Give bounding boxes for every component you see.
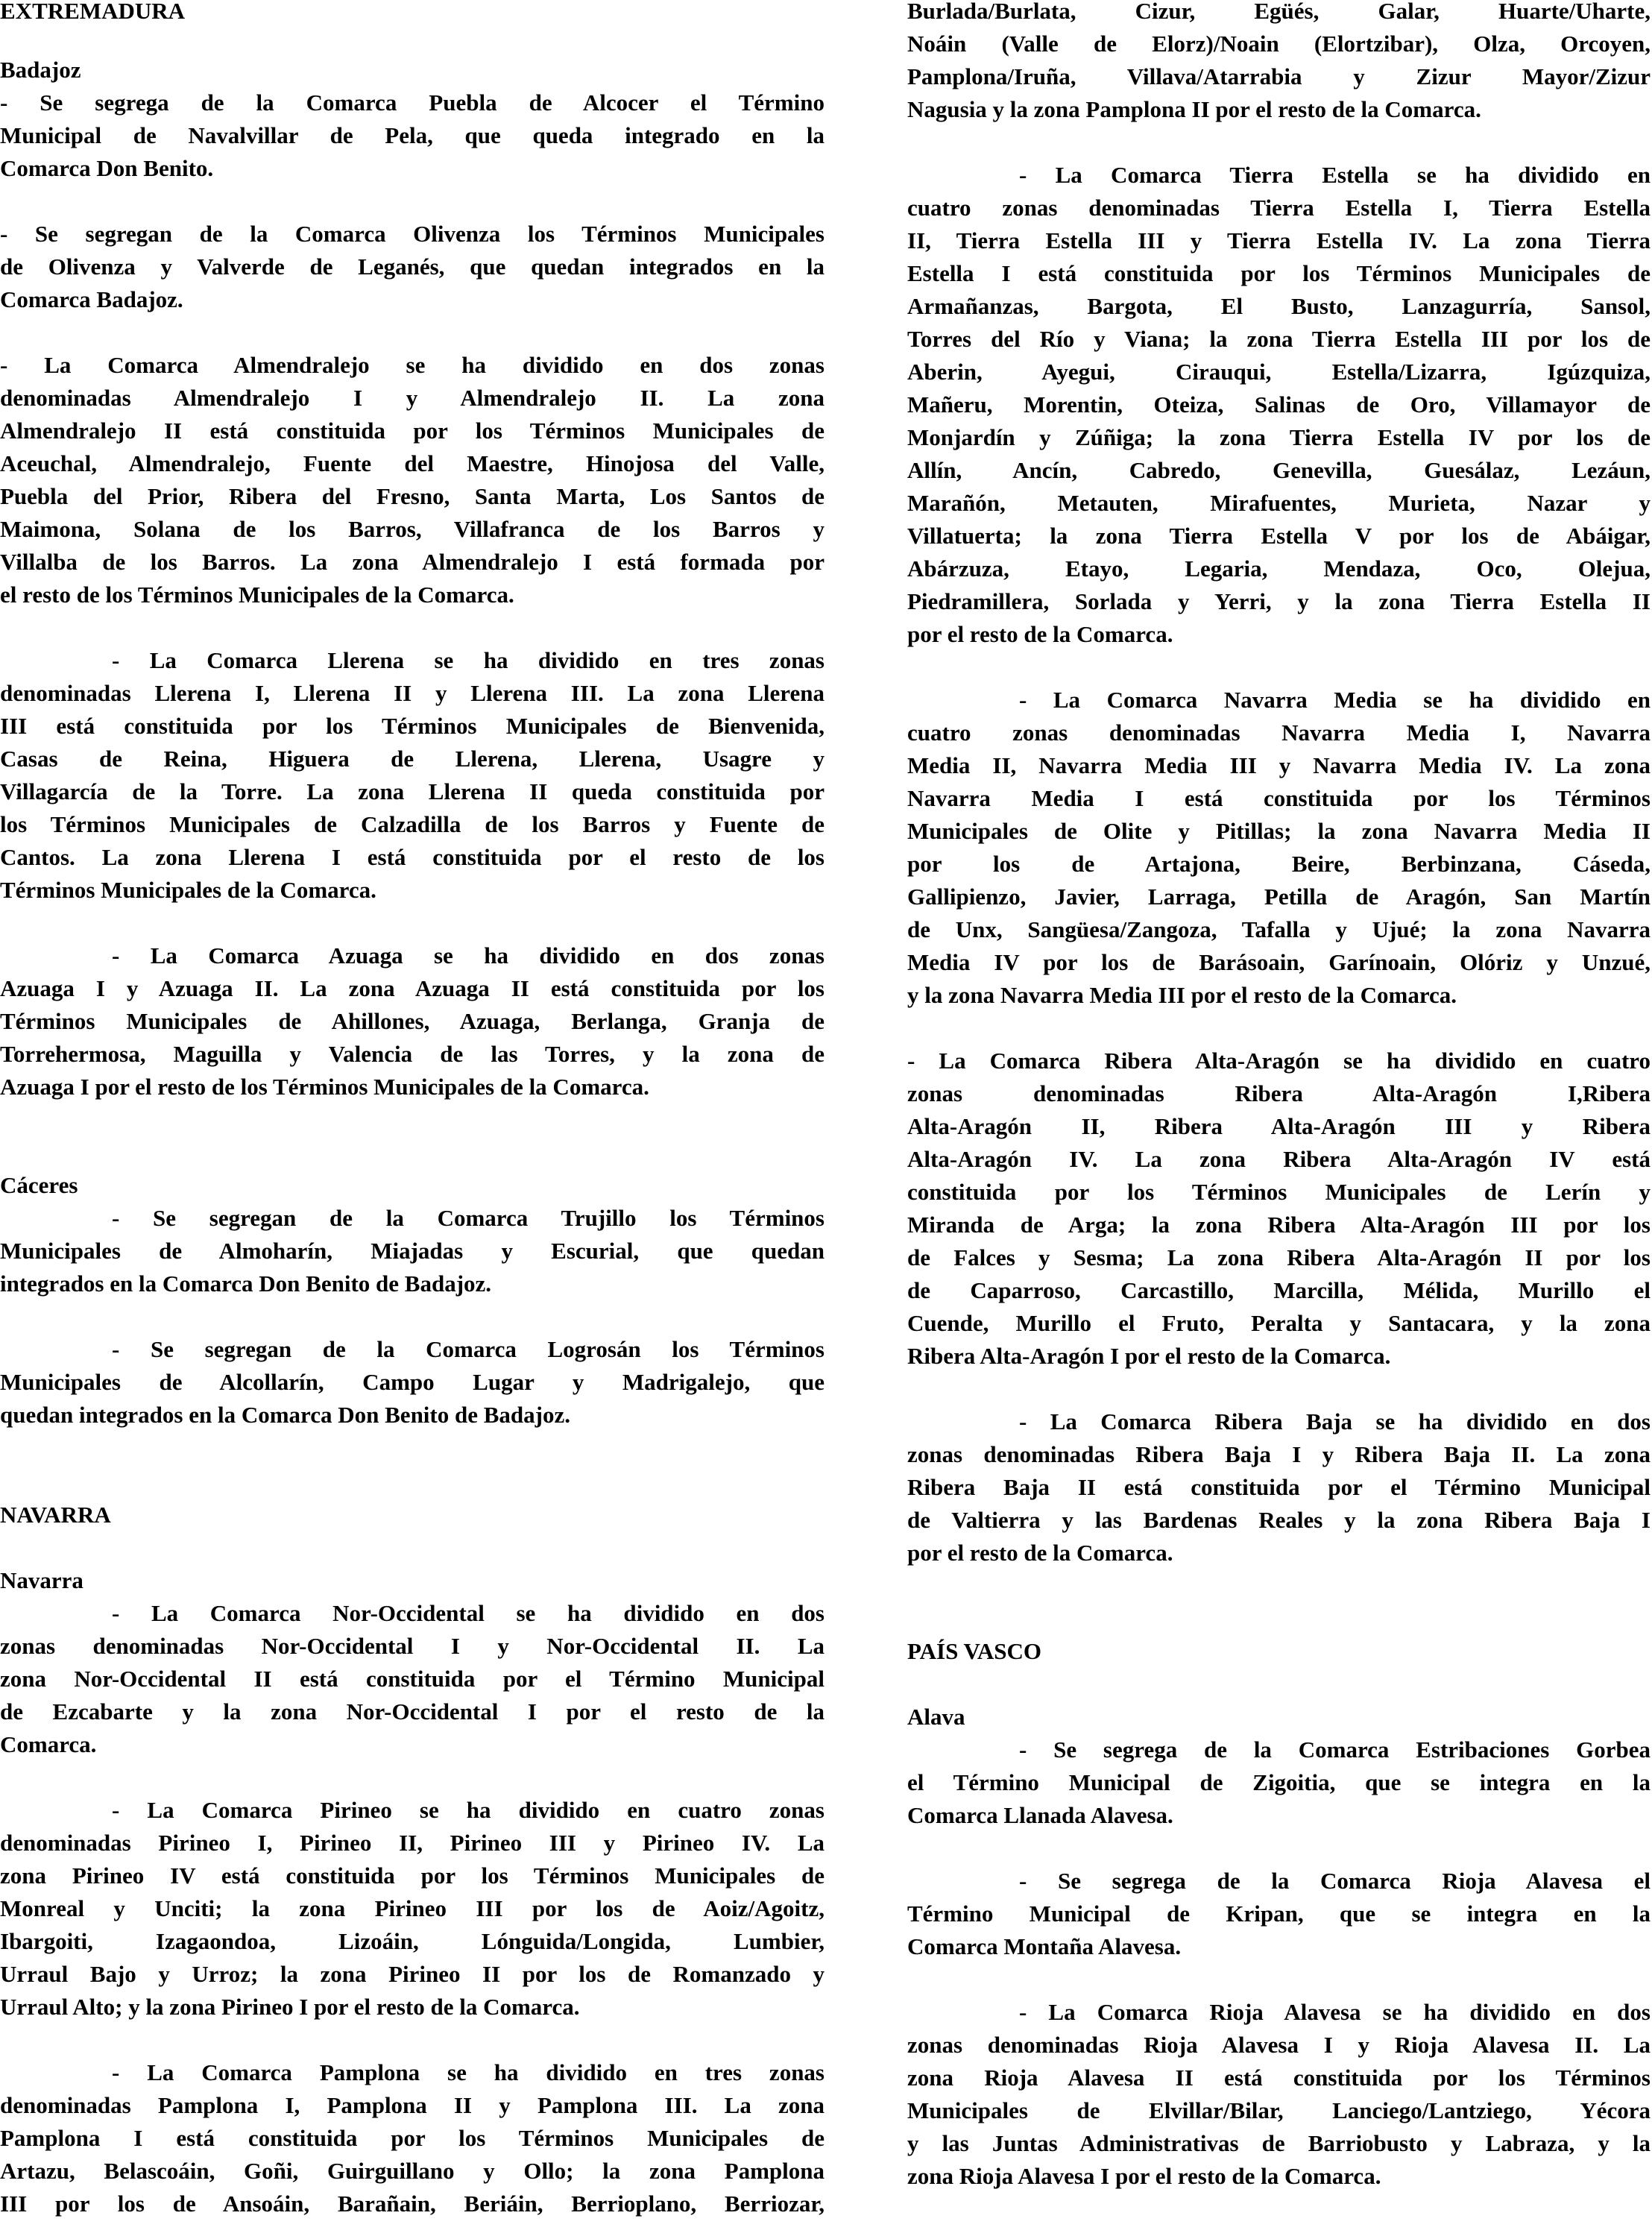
- text-line: - La Comarca Pamplona se ha dividido en tres zonas: [112, 2059, 825, 2085]
- text-line: zonas denominadas Ribera Baja I y Ribera Baja II. La zona: [907, 1441, 1651, 1467]
- text-line: quedan integrados en la Comarca Don Benito de Badajoz.: [0, 1402, 570, 1428]
- text-line: el resto de los Términos Municipales de la Comarca.: [0, 582, 514, 608]
- text-line: por los de Artajona, Beire, Berbinzana, Cáseda,: [907, 851, 1651, 877]
- text-line: Monreal y Unciti; la zona Pirineo III por los de Aoiz/Agoitz,: [0, 1895, 825, 1921]
- text-line: Maimona, Solana de los Barros, Villafranca de los Barros y: [0, 516, 825, 542]
- text-line: Armañanzas, Bargota, El Busto, Lanzagurría, Sansol,: [907, 293, 1651, 319]
- text-line: III por los de Ansoáin, Barañain, Beriáin, Berrioplano, Berriozar,: [0, 2191, 825, 2217]
- text-line: cuatro zonas denominadas Tierra Estella I, Tierra Estella: [907, 195, 1651, 221]
- subheading-navarra: Navarra: [0, 1567, 83, 1593]
- text-line: Torrehermosa, Maguilla y Valencia de las Torres, y la zona de: [0, 1041, 825, 1067]
- text-line: Miranda de Arga; la zona Ribera Alta-Aragón III por los: [907, 1212, 1651, 1238]
- text-line: Abárzuza, Etayo, Legaria, Mendaza, Oco, Olejua,: [907, 555, 1651, 582]
- text-line: Monjardín y Zúñiga; la zona Tierra Estella IV por los de: [907, 424, 1651, 450]
- text-line: zona Nor-Occidental II está constituida por el Término Municipal: [0, 1666, 825, 1692]
- section-heading-extremadura: EXTREMADURA: [0, 0, 185, 24]
- text-line: Cantos. La zona Llerena I está constituida por el resto de los: [0, 844, 825, 870]
- text-line: denominadas Llerena I, Llerena II y Llerena III. La zona Llerena: [0, 680, 825, 706]
- text-line: - La Comarca Azuaga se ha dividido en dos zonas: [112, 942, 825, 969]
- text-line: Estella I está constituida por los Términos Municipales de: [907, 260, 1651, 286]
- text-line: el Término Municipal de Zigoitia, que se integra en la: [907, 1769, 1651, 1795]
- text-line: Municipales de Almoharín, Miajadas y Escurial, que quedan: [0, 1238, 825, 1264]
- text-line: Aceuchal, Almendralejo, Fuente del Maestre, Hinojosa del Valle,: [0, 450, 825, 476]
- text-line: por el resto de la Comarca.: [907, 1540, 1173, 1566]
- text-line: Azuaga I y Azuaga II. La zona Azuaga II está constituida por los: [0, 975, 825, 1001]
- section-heading-navarra: NAVARRA: [0, 1502, 111, 1528]
- text-line: Puebla del Prior, Ribera del Fresno, Santa Marta, Los Santos de: [0, 483, 825, 509]
- text-line: - Se segregan de la Comarca Trujillo los Términos: [112, 1205, 825, 1231]
- section-heading-pais-vasco: PAÍS VASCO: [907, 1638, 1042, 1664]
- text-line: por el resto de la Comarca.: [907, 621, 1173, 647]
- text-line: - La Comarca Llerena se ha dividido en tres zonas: [112, 647, 825, 673]
- text-line: - Se segrega de la Comarca Puebla de Alcocer el Término: [0, 89, 825, 116]
- text-line: - La Comarca Ribera Alta-Aragón se ha dividido en cuatro: [907, 1048, 1651, 1074]
- text-line: Comarca Montaña Alavesa.: [907, 1933, 1182, 1959]
- text-line: de Caparroso, Carcastillo, Marcilla, Mélida, Murillo el: [907, 1277, 1651, 1303]
- text-line: Municipales de Olite y Pitillas; la zona Navarra Media II: [907, 818, 1651, 844]
- text-line: Término Municipal de Kripan, que se integra en la: [907, 1901, 1651, 1927]
- text-line: Nagusia y la zona Pamplona II por el resto de la Comarca.: [907, 96, 1481, 122]
- text-line: Piedramillera, Sorlada y Yerri, y la zona Tierra Estella II: [907, 588, 1651, 614]
- text-line: zona Rioja Alavesa II está constituida por los Términos: [907, 2065, 1651, 2091]
- text-line: Villalba de los Barros. La zona Almendralejo I está formada por: [0, 549, 825, 575]
- text-line: de Valtierra y las Bardenas Reales y la zona Ribera Baja I: [907, 1507, 1651, 1533]
- text-line: Ibargoiti, Izagaondoa, Lizoáin, Lónguida/Longida, Lumbier,: [0, 1928, 825, 1954]
- text-line: Municipales de Elvillar/Bilar, Lanciego/Lantziego, Yécora: [907, 2097, 1651, 2123]
- text-line: denominadas Pamplona I, Pamplona II y Pamplona III. La zona: [0, 2092, 825, 2118]
- text-line: Aberin, Ayegui, Cirauqui, Estella/Lizarra, Igúzquiza,: [907, 359, 1651, 385]
- text-line: Azuaga I por el resto de los Términos Municipales de la Comarca.: [0, 1074, 649, 1100]
- text-line: Media IV por los de Barásoain, Garínoain, Olóriz y Unzué,: [907, 949, 1651, 975]
- text-line: Términos Municipales de la Comarca.: [0, 877, 376, 903]
- text-line: - La Comarca Navarra Media se ha dividido en: [1019, 687, 1651, 713]
- text-line: Ribera Baja II está constituida por el Término Municipal: [907, 1474, 1651, 1500]
- text-line: zonas denominadas Rioja Alavesa I y Rioja Alavesa II. La: [907, 2032, 1651, 2058]
- subheading-badajoz: Badajoz: [0, 57, 81, 83]
- text-line: Navarra Media I está constituida por los Términos: [907, 785, 1651, 811]
- text-line: Pamplona I está constituida por los Términos Municipales de: [0, 2125, 825, 2151]
- text-line: Mañeru, Morentin, Oteiza, Salinas de Oro, Villamayor de: [907, 391, 1651, 418]
- text-line: zona Pirineo IV está constituida por los Términos Municipales de: [0, 1862, 825, 1889]
- text-line: Allín, Ancín, Cabredo, Genevilla, Guesálaz, Lezáun,: [907, 457, 1651, 483]
- text-line: los Términos Municipales de Calzadilla de los Barros y Fuente de: [0, 811, 825, 837]
- text-line: Urraul Alto; y la zona Pirineo I por el resto de la Comarca.: [0, 1994, 580, 2020]
- text-line: - La Comarca Pirineo se ha dividido en cuatro zonas: [112, 1797, 825, 1823]
- text-line: Comarca Badajoz.: [0, 286, 183, 312]
- text-line: Urraul Bajo y Urroz; la zona Pirineo II por los de Romanzado y: [0, 1961, 825, 1987]
- text-line: - La Comarca Almendralejo se ha dividido en dos zonas: [0, 352, 825, 378]
- text-line: Comarca.: [0, 1731, 97, 1757]
- text-line: y la zona Navarra Media III por el resto de la Comarca.: [907, 982, 1457, 1008]
- text-line: zona Rioja Alavesa I por el resto de la Comarca.: [907, 2163, 1381, 2189]
- text-line: Villagarcía de la Torre. La zona Llerena II queda constituida por: [0, 778, 825, 804]
- text-line: denominadas Pirineo I, Pirineo II, Pirineo III y Pirineo IV. La: [0, 1830, 825, 1856]
- subheading-alava: Alava: [907, 1704, 965, 1730]
- text-line: Noáin (Valle de Elorz)/Noain (Elortzibar), Olza, Orcoyen,: [907, 31, 1651, 57]
- text-line: Burlada/Burlata, Cizur, Egüés, Galar, Huarte/Uharte,: [907, 0, 1651, 24]
- text-line: Municipal de Navalvillar de Pela, que queda integrado en la: [0, 122, 825, 148]
- text-line: - La Comarca Ribera Baja se ha dividido en dos: [1019, 1408, 1651, 1435]
- text-line: y las Juntas Administrativas de Barriobusto y Labraza, y la: [907, 2130, 1651, 2156]
- text-line: Términos Municipales de Ahillones, Azuaga, Berlanga, Granja de: [0, 1008, 825, 1034]
- text-line: - Se segrega de la Comarca Rioja Alavesa el: [1019, 1868, 1651, 1894]
- subheading-caceres: Cáceres: [0, 1172, 78, 1198]
- text-line: II, Tierra Estella III y Tierra Estella IV. La zona Tierra: [907, 227, 1651, 253]
- text-line: Comarca Don Benito.: [0, 155, 214, 181]
- text-line: de Ezcabarte y la zona Nor-Occidental I por el resto de la: [0, 1698, 825, 1725]
- text-line: - Se segrega de la Comarca Estribaciones Gorbea: [1019, 1736, 1651, 1763]
- text-line: Marañón, Metauten, Mirafuentes, Murieta, Nazar y: [907, 490, 1651, 516]
- text-line: zonas denominadas Ribera Alta-Aragón I,Ribera: [907, 1080, 1651, 1106]
- text-line: de Olivenza y Valverde de Leganés, que quedan integrados en la: [0, 253, 825, 280]
- text-line: cuatro zonas denominadas Navarra Media I, Navarra: [907, 719, 1651, 746]
- text-line: denominadas Almendralejo I y Almendralejo II. La zona: [0, 385, 825, 411]
- text-line: Cuende, Murillo el Fruto, Peralta y Santacara, y la zona: [907, 1310, 1651, 1336]
- text-line: Torres del Río y Viana; la zona Tierra Estella III por los de: [907, 326, 1651, 352]
- text-line: - Se segregan de la Comarca Logrosán los Términos: [112, 1336, 825, 1362]
- text-line: Villatuerta; la zona Tierra Estella V por los de Abáigar,: [907, 523, 1651, 549]
- text-line: Comarca Llanada Alavesa.: [907, 1802, 1173, 1828]
- text-line: integrados en la Comarca Don Benito de Badajoz.: [0, 1270, 492, 1297]
- text-line: - La Comarca Tierra Estella se ha dividido en: [1019, 162, 1651, 188]
- text-line: Almendralejo II está constituida por los Términos Municipales de: [0, 418, 825, 444]
- text-line: Ribera Alta-Aragón I por el resto de la Comarca.: [907, 1343, 1391, 1369]
- text-line: Municipales de Alcollarín, Campo Lugar y Madrigalejo, que: [0, 1369, 825, 1395]
- text-line: de Falces y Sesma; La zona Ribera Alta-Aragón II por los: [907, 1244, 1651, 1270]
- text-line: III está constituida por los Términos Municipales de Bienvenida,: [0, 713, 825, 739]
- text-line: - Se segregan de la Comarca Olivenza los Términos Municipales: [0, 221, 825, 247]
- text-line: de Unx, Sangüesa/Zangoza, Tafalla y Ujué; la zona Navarra: [907, 916, 1651, 942]
- text-line: Casas de Reina, Higuera de Llerena, Llerena, Usagre y: [0, 746, 825, 772]
- text-line: Alta-Aragón II, Ribera Alta-Aragón III y Ribera: [907, 1113, 1651, 1139]
- text-line: Artazu, Belascoáin, Goñi, Guirguillano y Ollo; la zona Pamplona: [0, 2158, 825, 2184]
- text-line: Pamplona/Iruña, Villava/Atarrabia y Zizur Mayor/Zizur: [907, 63, 1651, 89]
- text-line: Gallipienzo, Javier, Larraga, Petilla de Aragón, San Martín: [907, 884, 1651, 910]
- text-line: - La Comarca Rioja Alavesa se ha dividido en dos: [1019, 1999, 1651, 2025]
- text-line: Alta-Aragón IV. La zona Ribera Alta-Aragón IV está: [907, 1146, 1651, 1172]
- text-line: Media II, Navarra Media III y Navarra Media IV. La zona: [907, 752, 1651, 778]
- text-line: - La Comarca Nor-Occidental se ha dividido en dos: [112, 1600, 825, 1626]
- text-line: constituida por los Términos Municipales de Lerín y: [907, 1179, 1651, 1205]
- text-line: zonas denominadas Nor-Occidental I y Nor-Occidental II. La: [0, 1633, 825, 1659]
